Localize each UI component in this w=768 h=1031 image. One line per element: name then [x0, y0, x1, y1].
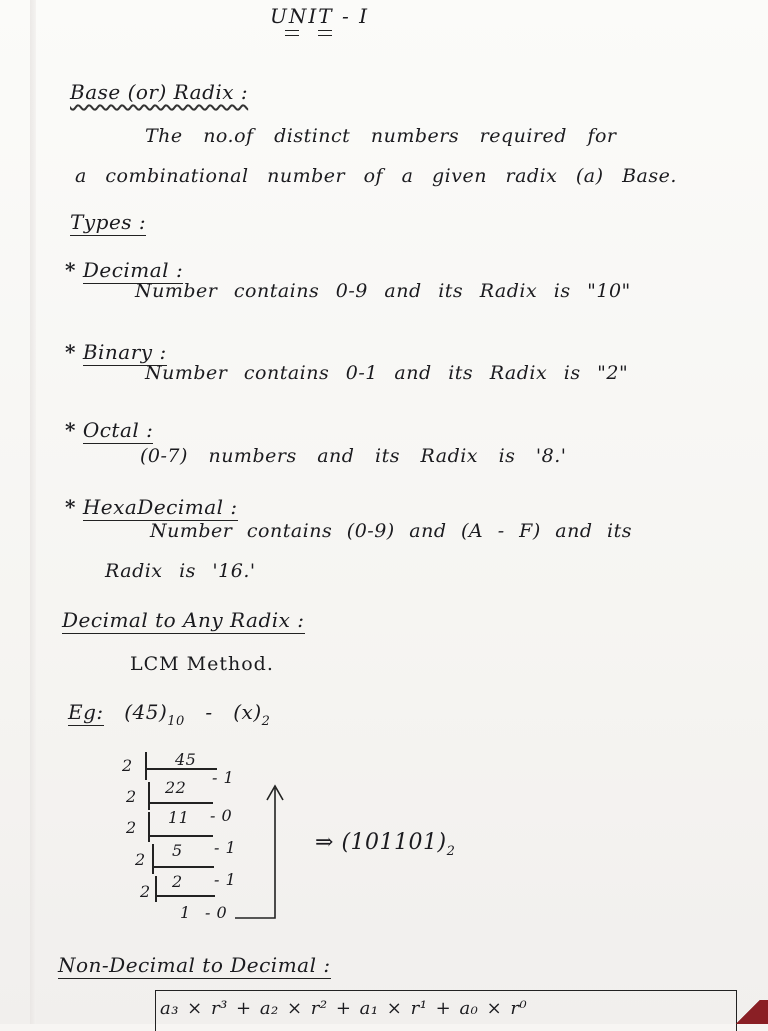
- radix-definition-line-2: a combinational number of a given radix (a) Base.: [75, 165, 677, 187]
- type-decimal-name: * Decimal :: [65, 258, 184, 282]
- page-title: UNIT - I: [270, 4, 369, 28]
- ladder-line: [152, 866, 214, 868]
- types-heading: Types :: [70, 210, 147, 234]
- divisor: 2: [135, 850, 146, 869]
- implies-arrow-icon: ⇒: [315, 830, 334, 855]
- nondecimal-heading: Non-Decimal to Decimal :: [58, 953, 331, 977]
- ladder-bar: [155, 876, 157, 902]
- quotient: 2: [172, 872, 183, 891]
- type-binary-desc: Number contains 0-1 and its Radix is "2": [145, 362, 629, 384]
- page-margin: [30, 0, 36, 1024]
- read-upward-arrow-icon: [225, 778, 285, 928]
- type-hexadecimal-desc: Number contains (0-9) and (A - F) and its: [150, 520, 633, 542]
- remainder: - 1: [214, 838, 237, 857]
- divisor: 2: [126, 818, 137, 837]
- remainder: - 0: [205, 903, 228, 922]
- divisor: 2: [122, 756, 133, 775]
- ladder-bar: [152, 844, 154, 874]
- type-octal-desc: (0-7) numbers and its Radix is '8.': [140, 445, 567, 467]
- conversion-heading: Decimal to Any Radix :: [62, 608, 305, 632]
- quotient: 45: [175, 750, 197, 769]
- example-lhs-base: 10: [167, 714, 185, 729]
- example-rhs: (x): [233, 700, 262, 724]
- method-label: LCM Method.: [130, 653, 274, 675]
- result-value: (101101): [341, 830, 447, 855]
- divisor: 2: [140, 882, 151, 901]
- title-underline-mark: [318, 30, 332, 36]
- radix-heading: Base (or) Radix :: [70, 80, 249, 104]
- divisor: 2: [126, 787, 137, 806]
- quotient: 1: [180, 903, 191, 922]
- quotient: 22: [165, 778, 187, 797]
- type-decimal-desc: Number contains 0-9 and its Radix is "10": [135, 280, 631, 302]
- type-binary-name: * Binary :: [65, 340, 167, 364]
- example-label: Eg:: [68, 700, 104, 724]
- example-dash: -: [205, 700, 213, 724]
- quotient: 11: [168, 808, 190, 827]
- example-lhs: (45): [124, 700, 168, 724]
- type-octal-name: * Octal :: [65, 418, 154, 442]
- binary-result: [315, 830, 456, 859]
- ladder-bar: [145, 752, 147, 780]
- ladder-bar: [148, 812, 150, 842]
- quotient: 5: [172, 841, 183, 860]
- radix-definition-line-1: The no.of distinct numbers required for: [145, 125, 617, 147]
- remainder: - 1: [214, 870, 237, 889]
- example-rhs-base: 2: [261, 714, 271, 729]
- title-underline-mark: [285, 30, 299, 36]
- type-hexadecimal-desc-2: Radix is '16.': [105, 560, 256, 582]
- example-expression: [68, 700, 271, 729]
- ladder-line: [148, 802, 213, 804]
- result-base: 2: [446, 844, 456, 859]
- ladder-line: [155, 895, 215, 897]
- ladder-line: [148, 835, 213, 837]
- remainder: - 1: [212, 768, 235, 787]
- expansion-formula: a₃ × r³ + a₂ × r² + a₁ × r¹ + a₀ × r⁰: [160, 998, 528, 1019]
- ladder-bar: [148, 782, 150, 810]
- type-hexadecimal-name: * HexaDecimal :: [65, 495, 238, 519]
- page-corner-shadow: [728, 1000, 768, 1024]
- remainder: - 0: [210, 806, 233, 825]
